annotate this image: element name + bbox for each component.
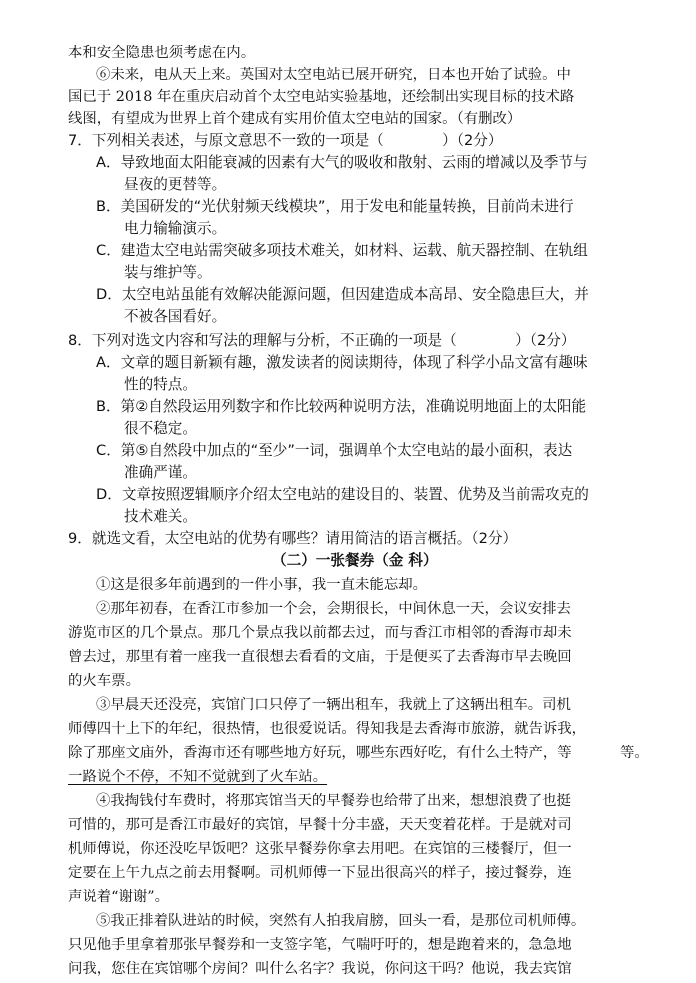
q7-option-d: D．太空电站虽能有效解决能源问题，但因建造成本高昂、安全隐患巨大，并 (96, 286, 589, 303)
story-paragraph-5: ⑤我正排着队进站的时候，突然有人拍我肩膀，回头一看，是那位司机师傅。 (96, 913, 586, 929)
question-7: 7．下列相关表述，与原文意思不一致的一项是（ ）（2分） (68, 132, 503, 149)
q7-option-b-cont: 电力输输演示。 (124, 220, 227, 237)
passage-paragraph-6: ⑥未来，电从天上来。英国对太空电站已展开研究，日本也开始了试验。中 (96, 67, 571, 83)
story-line: 曾去过，那里有着一座我一直很想去看看的文庙，于是便买了去香海市早去晚回 (68, 649, 572, 665)
story-line: 除了那座文庙外，香海市还有哪些地方好玩，哪些东西好吃，有什么土特产，等 (68, 745, 572, 761)
story-line: 可惜的，那可是香江市最好的宾馆，早餐十分丰盛，天天变着花样。于是就对司 (68, 817, 572, 833)
story-paragraph-3: ③早晨天还没亮，宾馆门口只停了一辆出租车，我就上了这辆出租车。司机 (96, 697, 571, 713)
story-line: 问我，您住在宾馆哪个房间？叫什么名字？我说，你问这干吗？他说，我去宾馆 (68, 961, 572, 977)
q7-option-c: C．建造太空电站需突破多项技术难关，如材料、运载、航天器控制、在轨组 (96, 242, 588, 259)
story-paragraph-1: ①这是很多年前遇到的一件小事，我一直未能忘却。 (96, 577, 427, 593)
story-line: 师傅四十上下的年纪，很热情，也很爱说话。得知我是去香海市旅游，就告诉我， (68, 721, 587, 737)
q8-option-d-cont: 技术难关。 (124, 508, 197, 525)
q8-option-b: B．第②自然段运用列数字和作比较两种说明方法，准确说明地面上的太阳能 (96, 398, 587, 415)
q8-option-d: D．文章按照逻辑顺序介绍太空电站的建设目的、装置、优势及当前需攻克的 (96, 486, 589, 503)
q8-option-a: A．文章的题目新颖有趣，激发读者的阅读期待，体现了科学小品文富有趣味 (96, 354, 588, 371)
q7-option-c-cont: 装与维护等。 (124, 264, 212, 281)
underlined-sentence: 一路说个不停，不知不觉就到了火车站。 (68, 769, 328, 785)
story-paragraph-4: ④我掏钱付车费时，将那宾馆当天的早餐券也给带了出来，想想浪费了也挺 (96, 793, 571, 809)
q7-option-d-cont: 不被各国看好。 (124, 308, 227, 325)
section-title: （二）一张餐券（金 科） (272, 552, 438, 569)
story-line: 声说着“谢谢”。 (68, 889, 170, 905)
q8-option-b-cont: 很不稳定。 (124, 420, 197, 437)
story-line: 只见他手里拿着那张早餐券和一支签字笔，气喘吁吁的，想是跑着来的，急急地 (68, 937, 572, 953)
q7-option-a: A．导致地面太阳能衰减的因素有大气的吸收和散射、云雨的增减以及季节与 (96, 154, 588, 171)
q7-option-b: B．美国研发的“光伏射频天线模块”，用于发电和能量转换，目前尚未进行 (96, 198, 574, 215)
story-line: 定要在上午九点之前去用餐啊。司机师傅一下显出很高兴的样子，接过餐券，连 (68, 865, 572, 881)
q8-option-c: C．第⑤自然段中加点的“至少”一词，强调单个太空电站的最小面积，表达 (96, 442, 573, 459)
passage-line: 国已于 2018 年在重庆启动首个太空电站实验基地，还绘制出实现目标的技术路 (68, 89, 575, 105)
story-line: 机师傅说，你还没吃早饭吧？这张早餐券你拿去用吧。在宾馆的三楼餐厅，但一 (68, 841, 572, 857)
passage-line: 线图，有望成为世界上首个建成有实用价值太空电站的国家。（有删改） (68, 111, 522, 127)
story-line: 的火车票。 (68, 673, 140, 689)
question-9: 9．就选文看，太空电站的优势有哪些？请用简洁的语言概括。（2分） (68, 530, 518, 547)
passage-line: 本和安全隐患也须考虑在内。 (68, 45, 256, 61)
story-line: 游览市区的几个景点。那几个景点我以前都去过，而与香江市相邻的香海市却未 (68, 625, 572, 641)
story-line: 等。 (620, 745, 649, 761)
q8-option-c-cont: 准确严谨。 (124, 464, 197, 481)
q7-option-a-cont: 昼夜的更替等。 (124, 176, 227, 193)
question-8: 8．下列对选文内容和写法的理解与分析，不正确的一项是（ ）（2分） (68, 332, 576, 349)
story-paragraph-2: ②那年初春，在香江市参加一个会，会期很长，中间休息一天，会议安排去 (96, 601, 571, 617)
q8-option-a-cont: 性的特点。 (124, 376, 197, 393)
